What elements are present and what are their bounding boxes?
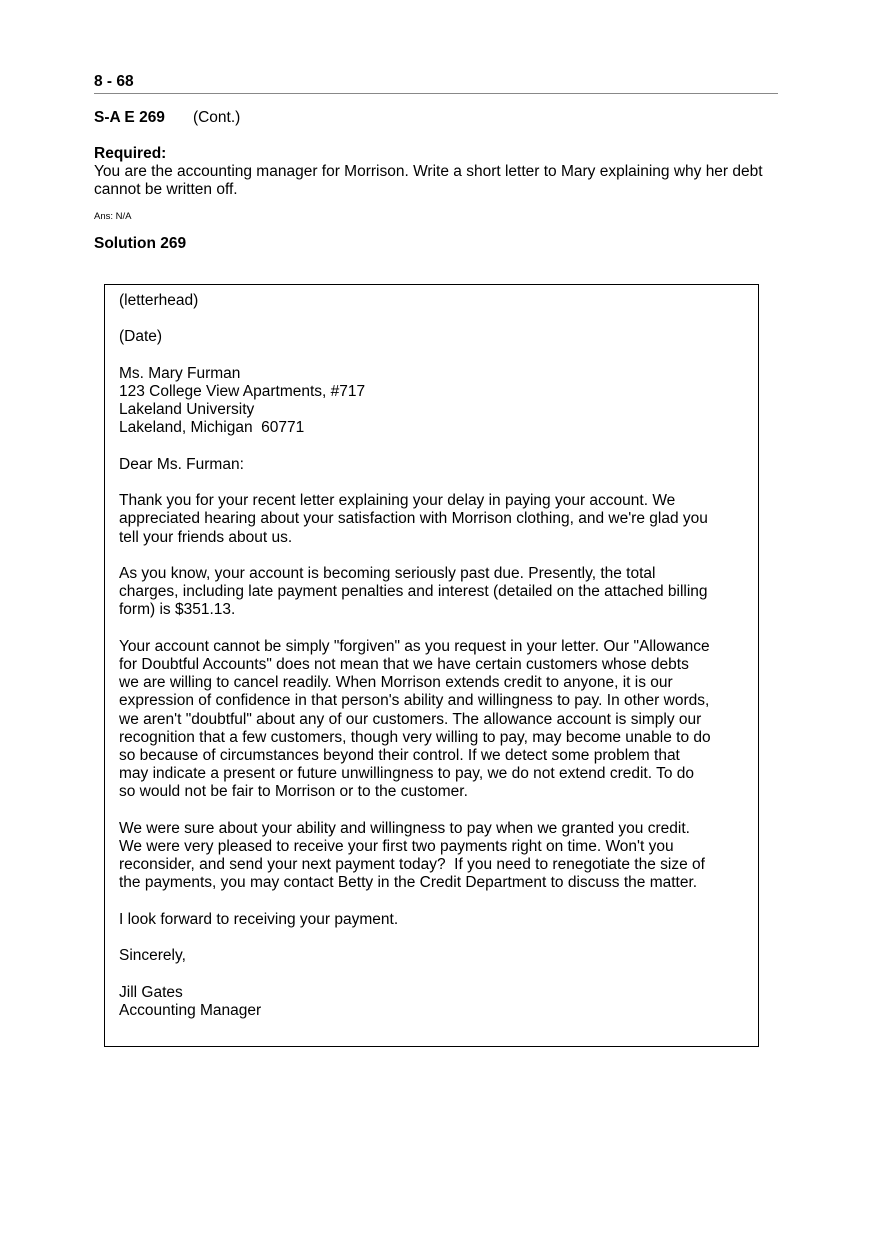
paragraph-line: may indicate a present or future unwillingness to pay, we do not extend credit. To do	[119, 765, 694, 783]
paragraph-line: we are willing to cancel readily. When Morrison extends credit to anyone, it is our	[119, 674, 673, 692]
signer-name: Jill Gates	[119, 983, 183, 1001]
recipient-address	[119, 365, 739, 438]
address-line: 123 College View Apartments, #717	[119, 382, 366, 400]
problem-heading	[94, 108, 240, 128]
paragraph-line: recognition that a few customers, though very willing to pay, may become unable to do	[119, 728, 711, 746]
paragraph-line: We were very pleased to receive your first two payments right on time. Won't you	[119, 837, 674, 855]
letterhead: (letterhead)	[119, 292, 199, 309]
closing: Sincerely,	[119, 947, 186, 965]
problem-continued: (Cont.)	[192, 109, 241, 126]
page-number: 8 - 68	[94, 73, 134, 90]
salutation: Dear Ms. Furman:	[119, 455, 244, 473]
paragraph-1	[119, 492, 739, 547]
paragraph-line: expression of confidence in that person's ability and willingness to pay. In other words,	[119, 692, 710, 710]
paragraph-line: Your account cannot be simply "forgiven" as you request in your letter. Our "Allowance	[119, 637, 710, 655]
paragraph-line: reconsider, and send your next payment today? If you need to renegotiate the size of	[119, 856, 705, 874]
address-line: Lakeland University	[119, 401, 255, 419]
paragraph-line: As you know, your account is becoming seriously past due. Presently, the total	[119, 564, 656, 582]
address-line: Ms. Mary Furman	[119, 364, 241, 382]
required-label: Required:	[94, 145, 167, 162]
paragraph-3	[119, 638, 739, 802]
paragraph-line: the payments, you may contact Betty in the Credit Department to discuss the matter.	[119, 874, 698, 892]
address-line: Lakeland, Michigan 60771	[119, 419, 305, 437]
paragraph-line: We were sure about your ability and willingness to pay when we granted you credit.	[119, 819, 690, 837]
signature-block	[119, 984, 739, 1020]
paragraph-2	[119, 565, 739, 620]
paragraph-line: so would not be fair to Morrison or to the customer.	[119, 783, 468, 801]
paragraph-line: so because of circumstances beyond their control. If we detect some problem that	[119, 746, 680, 764]
paragraph-line: we aren't "doubtful" about any of our customers. The allowance account is simply our	[119, 710, 702, 728]
paragraph-line: Thank you for your recent letter explaining your delay in paying your account. We	[119, 492, 676, 510]
solution-title: Solution 269	[94, 235, 187, 252]
page-header	[94, 72, 778, 94]
required-text: You are the accounting manager for Morrison. Write a short letter to Mary explaining why her debt cannot be written off.	[94, 163, 763, 198]
letter-body	[119, 292, 739, 1038]
paragraph-line: form) is $351.13.	[119, 601, 236, 619]
letter-date: (Date)	[119, 328, 163, 346]
answer-text: Ans: N/A	[94, 211, 132, 222]
signer-title: Accounting Manager	[119, 1001, 262, 1019]
paragraph-line: appreciated hearing about your satisfaction with Morrison clothing, and we're glad you	[119, 510, 708, 528]
paragraph-line: for Doubtful Accounts" does not mean that we have certain customers whose debts	[119, 655, 689, 673]
problem-id: S-A E 269	[94, 109, 165, 126]
paragraph-4	[119, 820, 739, 893]
paragraph-line: tell your friends about us.	[119, 528, 293, 546]
paragraph-5: I look forward to receiving your payment.	[119, 910, 399, 928]
paragraph-line: charges, including late payment penalties and interest (detailed on the attached billing	[119, 583, 708, 601]
letter-box	[104, 284, 759, 1047]
